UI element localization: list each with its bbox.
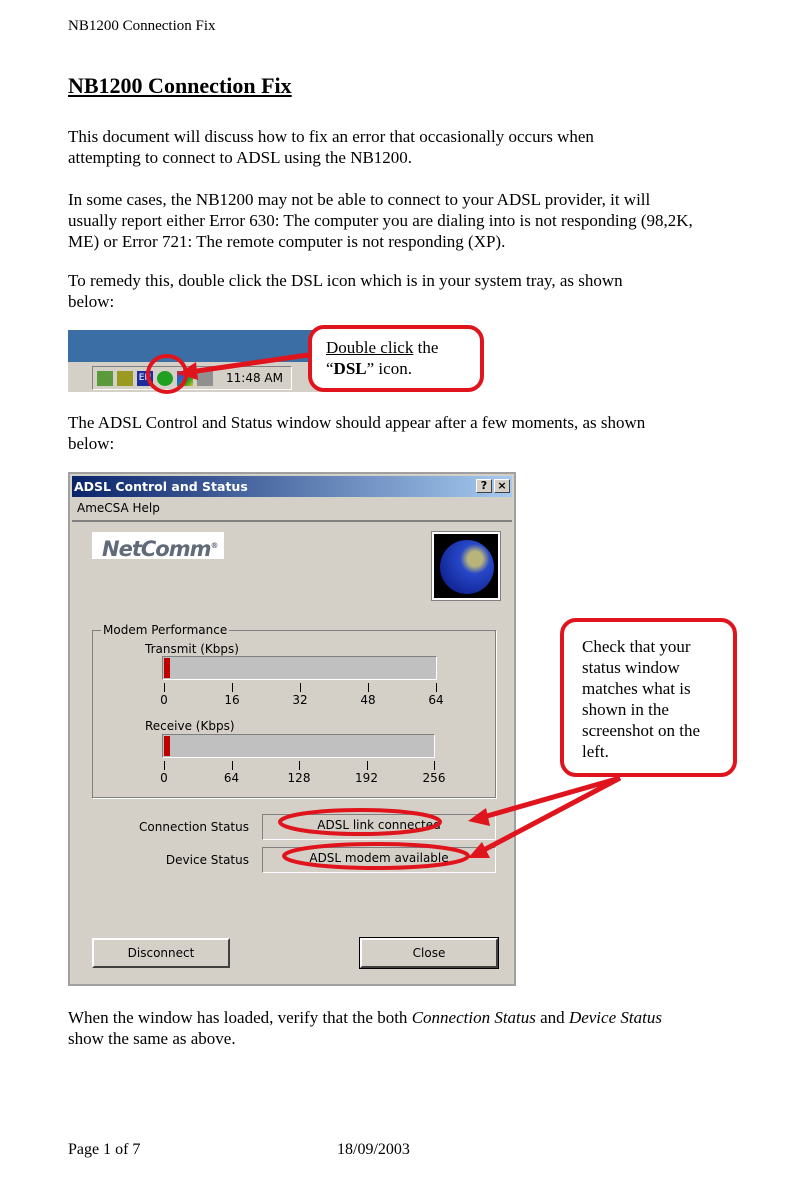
connection-status-field: ADSL link connected xyxy=(262,814,496,840)
text-italic: Connection Status xyxy=(411,1008,536,1027)
text: show the same as above. xyxy=(68,1029,236,1048)
close-button[interactable]: Close xyxy=(360,938,498,968)
tick-label: 192 xyxy=(355,771,378,785)
menu-help[interactable]: AmeCSA Help xyxy=(77,501,160,515)
device-status-field: ADSL modem available xyxy=(262,847,496,873)
tick-label: 64 xyxy=(223,771,240,785)
tick-label: 256 xyxy=(422,771,446,785)
arrow-line xyxy=(480,778,620,818)
connection-highlight xyxy=(280,810,440,834)
tick-label: 64 xyxy=(428,693,444,707)
language-icon: EN xyxy=(137,371,153,386)
document-title: NB1200 Connection Fix xyxy=(68,73,292,98)
help-button[interactable]: ? xyxy=(476,479,492,493)
tick-label: 0 xyxy=(160,771,168,785)
tick-label: 0 xyxy=(160,693,168,707)
disconnect-button[interactable]: Disconnect xyxy=(92,938,230,968)
window-paragraph: The ADSL Control and Status window should appear after a few moments, as shown below: xyxy=(68,413,646,453)
tick-label: 128 xyxy=(287,771,311,785)
running-header: NB1200 Connection Fix xyxy=(68,18,216,34)
logo-reg: ® xyxy=(210,541,218,550)
transmit-label: Transmit (Kbps) xyxy=(145,642,239,656)
tick-label: 16 xyxy=(224,693,240,707)
text: When the window has loaded, verify that the both xyxy=(68,1008,412,1027)
device-status-label: Device Status xyxy=(165,853,249,867)
tick-label: 48 xyxy=(360,693,376,707)
callout-check-status: Check that your status window matches what is shown in the screenshot on the left. xyxy=(560,618,737,777)
text-italic: Device Status xyxy=(568,1008,662,1027)
arrow-line xyxy=(480,778,620,852)
receive-label: Receive (Kbps) xyxy=(145,719,235,733)
error-paragraph: In some cases, the NB1200 may not be able to connect to your ADSL provider, it will usually report either Error 630: The computer you are dialing into is not responding (98,2K, ME) or Error 721: The remote computer is not responding (XP). xyxy=(68,190,693,251)
callout-text: ” icon. xyxy=(366,359,412,378)
callout-underlined: Double click xyxy=(326,338,414,357)
window-title: ADSL Control and Status xyxy=(74,479,248,494)
tray-clock: 11:48 AM xyxy=(226,371,283,385)
page-number: Page 1 of 7 xyxy=(68,1141,141,1158)
group-label: Modem Performance xyxy=(103,623,228,637)
connection-status-label: Connection Status xyxy=(139,820,249,834)
final-paragraph xyxy=(68,1007,668,1049)
arrow-head xyxy=(468,808,490,826)
callout-text: the xyxy=(413,338,439,357)
tick-label: 32 xyxy=(292,693,308,707)
callout-bold: DSL xyxy=(333,359,367,378)
intro-paragraph: This document will discuss how to fix an error that occasionally occurs when attempting to connect to ADSL using the NB1200. xyxy=(68,127,594,167)
text: and xyxy=(535,1008,569,1027)
quote: “ xyxy=(326,359,334,378)
device-highlight xyxy=(284,844,468,868)
close-window-button[interactable]: × xyxy=(494,479,510,493)
arrow-line xyxy=(190,355,308,372)
footer-date: 18/09/2003 xyxy=(337,1141,410,1158)
logo-text: NetComm xyxy=(102,537,211,561)
remedy-paragraph: To remedy this, double click the DSL icon which is in your system tray, as shown below: xyxy=(68,271,623,311)
